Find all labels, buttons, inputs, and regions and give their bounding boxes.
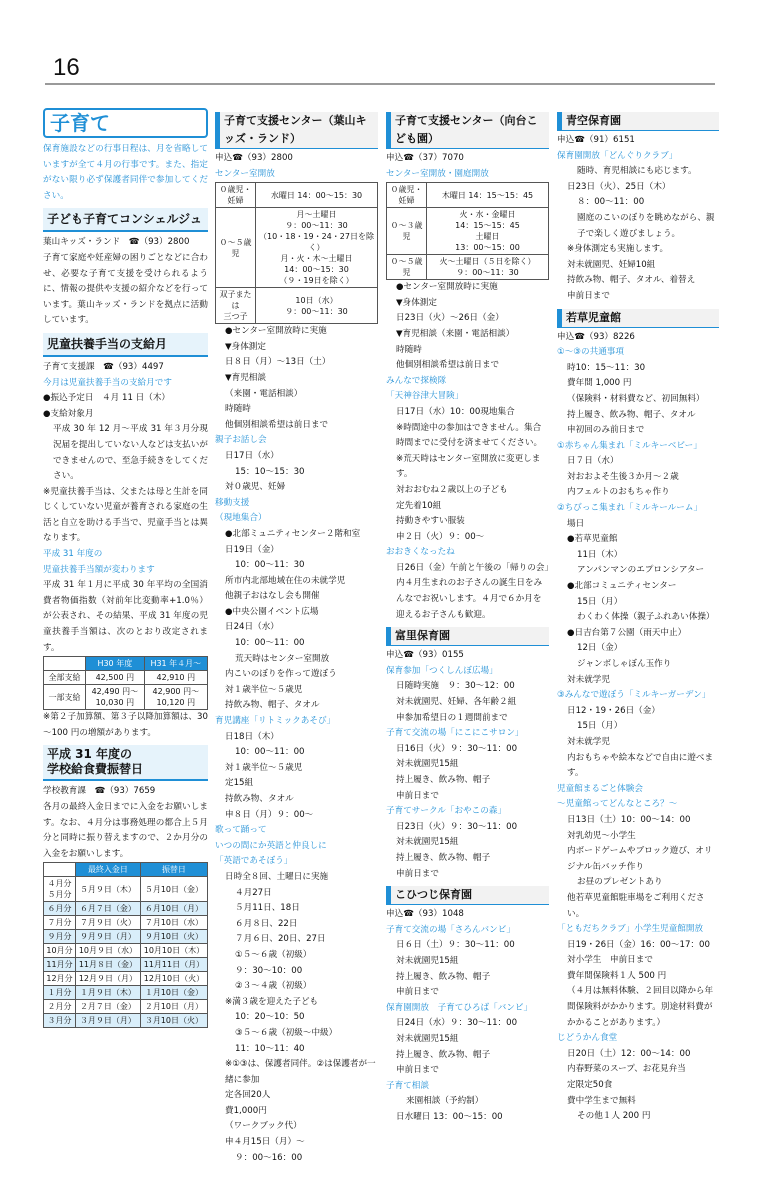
- text-line: みんなで探検隊: [386, 375, 447, 386]
- text-line: 対未就園児15組: [396, 759, 459, 770]
- text-line: 内４月生まれのお子さんの誕生日をみんなでお祝いします。４月で６か月を迎えるお子さんも歓迎。: [396, 578, 543, 620]
- allowance-line: 平成 30 年 12 月～平成 31 年３月分現況届を提出していない人などは支払いができませんので、至急手続きをしてください。: [53, 424, 208, 482]
- table-row: ２月分 ２月７日（金） ２月10日（月）: [44, 1000, 208, 1014]
- text-line: 日８日（月）～13日（土）: [225, 357, 331, 368]
- text-line: その他１人 200 円: [577, 1111, 651, 1122]
- text-line: ８：00～11：00: [577, 197, 645, 208]
- text-line: いつの間にか英語と仲良しに: [215, 840, 327, 851]
- text-line: 申８日（月）９：00～: [225, 809, 314, 820]
- table-row: 12月分 12月９日（月） 12月10日（火）: [44, 972, 208, 986]
- allowance-line: ●支給対象月: [43, 408, 94, 419]
- text-line: 対未就園児、妊婦、各年齢２組: [396, 697, 517, 708]
- text-line: 対おおよそ生後３か月～２歳: [567, 471, 679, 482]
- text-line: 対未就園児15組: [396, 955, 459, 966]
- text-line: ▼育児相談: [225, 372, 266, 383]
- table-row: 10月分 10月９日（水） 10月10日（木）: [44, 944, 208, 958]
- text-line: 内こいのぼりを作って遊ぼう: [225, 669, 337, 680]
- concierge-text: 子育て家庭や妊産婦の困りごとなどに合わせ、必要な子育て支援を受けられるように、情報の提供や支援の紹介などを行っています。葉山キッズ・ランドを拠点に活動しています。: [43, 252, 208, 326]
- table-row: 双子または 三つ子 10日（水） ９：00～11：30: [216, 288, 378, 324]
- text-line: 日24日（水）９：30～11：00: [396, 1018, 518, 1029]
- tomisato-title: 富里保育園: [386, 627, 549, 646]
- text-line: 日時全８回、土曜日に実施: [225, 871, 329, 882]
- text-line: 日26日（金）午前と午後の「帰りの会」: [396, 562, 554, 573]
- text-line: 対小学生 申前日まで: [567, 955, 653, 966]
- text-line: ①～③の共通事項: [557, 347, 624, 358]
- text-line: 荒天時はセンター室開放: [235, 653, 330, 664]
- center-lines: [386, 280, 554, 623]
- text-line: お昼のプレゼントあり: [577, 877, 663, 888]
- text-line: ▼身体測定: [396, 297, 437, 308]
- allowance-line: ●振込予定日 ４月 11 日（木）: [43, 393, 171, 404]
- aozora-lines: [557, 149, 719, 305]
- text-line: 来園相談（予約制）: [406, 1096, 484, 1107]
- lunch-table: [43, 862, 208, 1028]
- text-line: 10：00～11：00: [235, 638, 305, 649]
- text-line: ※満３歳を迎えた子ども: [225, 996, 319, 1007]
- table-row: ０歳児・妊婦 水曜日 14：00～15：30: [216, 183, 378, 208]
- text-line: 対未就園児、妊婦10組: [567, 259, 656, 270]
- text-line: 対１歳半位～５歳児: [225, 684, 303, 695]
- text-line: ジャンボしゃぼん玉作り: [577, 659, 672, 669]
- text-line: 対１歳半位～５歳児: [225, 762, 303, 773]
- text-line: 日20日（土）12：00～14：00: [567, 1048, 691, 1059]
- text-line: 内ボードゲームやブロック遊び、オリジナル缶バッチ作り: [567, 846, 713, 872]
- text-line: ●センター室開放時に実施: [396, 282, 498, 293]
- text-line: ４月27日: [235, 887, 272, 898]
- text-line: 日24日（水）: [225, 622, 279, 633]
- table-header: [44, 863, 76, 877]
- text-line: 申２日（火）９：00～: [396, 531, 485, 542]
- allowance-line: 今月は児童扶養手当の支給月です: [43, 377, 172, 388]
- text-line: 日23日（火）、25日（木）: [567, 181, 671, 192]
- table-row: ０～５歳児 火～土曜日（５日を除く） ９：00～11：30: [387, 255, 549, 280]
- text-line: 定先着10組: [396, 500, 442, 511]
- text-line: ③５～６歳（初級～中級）: [235, 1027, 338, 1038]
- text-line: ※①③は、保護者同伴。②は保護者が一緒に参加: [225, 1059, 376, 1085]
- open-table: [215, 182, 378, 324]
- text-line: 日16日（火）９：30～11：00: [396, 743, 518, 754]
- text-line: 対おおむね２歳以上の子ども: [396, 484, 508, 495]
- text-line: 時随時: [225, 404, 251, 415]
- table-header: H30 年度: [86, 657, 145, 671]
- center-open: センター室開放: [215, 168, 275, 179]
- text-line: 持上履き、飲み物、帽子: [396, 775, 491, 785]
- allowance-line: ※児童扶養手当は、父または母と生計を同じくしていない児童が養育される家庭の生活と自立を助ける手当で、児童手当とは異なります。: [43, 486, 208, 544]
- text-line: ９：00～16：00: [235, 1152, 303, 1163]
- text-line: 費年間 1,000 円: [567, 378, 632, 389]
- text-line: ６月８日、22日: [235, 918, 298, 929]
- text-line: 内フェルトのおもちゃ作り: [567, 487, 670, 498]
- text-line: 内春野菜のスープ、お花見弁当: [567, 1064, 686, 1075]
- text-line: 申初回のみ前日まで: [567, 425, 645, 436]
- text-line: 日19日（金）: [225, 544, 279, 555]
- table-row: 11月分 11月８日（金） 11月11日（月）: [44, 958, 208, 972]
- table-row: ７月分 ７月９日（火） ７月10日（水）: [44, 916, 208, 930]
- intro-text: 保育施設などの行事日程は、月を省略していますが全て４月の行事です。また、指定がない限り必ず保護者同伴で参加してください。: [43, 144, 208, 201]
- text-line: 児童館まるごと体験会: [557, 783, 643, 794]
- text-line: （現地集合）: [215, 513, 267, 524]
- allowance-line: 平成 31 年度の: [43, 549, 103, 560]
- allowance-note: ※第２子加算額、第３子以降加算額は、30～100 円の増額があります。: [43, 712, 208, 738]
- aozora-title: 青空保育園: [557, 112, 719, 131]
- text-line: 対未就園児15組: [396, 1033, 459, 1044]
- table-row: ９月分 ９月９日（月） ９月10日（火）: [44, 930, 208, 944]
- text-line: 持動きやすい服装: [396, 516, 465, 527]
- text-line: 日17日（水）10：00現地集合: [396, 406, 515, 417]
- text-line: ～児童館ってどんなところ？～: [557, 799, 678, 810]
- text-line: 子育てサークル「おやこの森」: [386, 806, 507, 817]
- text-line: 日７日（水）: [567, 456, 619, 467]
- text-line: 10：00～11：00: [235, 747, 305, 758]
- text-line: 15：10～15：30: [235, 466, 305, 477]
- lunch-text: 各月の最終入金日までに入金をお願いします。なお、４月分は事務処理の都合上５月分と同時に振り替えますので、２か月分の入金をお願いします。: [43, 802, 208, 859]
- text-line: ５月11日、18日: [235, 903, 300, 914]
- text-line: 内おもちゃや絵本などで自由に遊べます。: [567, 752, 714, 779]
- text-line: 申前日まで: [396, 1065, 439, 1076]
- text-line: 持上履き、飲み物、帽子: [396, 971, 491, 982]
- table-row: ０歳児・妊婦 木曜日 14：15～15：45: [387, 183, 549, 208]
- table-header: 振替日: [140, 863, 207, 877]
- table-header: H31 年４月～: [144, 657, 207, 671]
- text-line: ９：30～10：00: [235, 965, 303, 976]
- text-line: 15日（月）: [577, 721, 623, 732]
- text-line: 保育園開放 子育てひろば「バンビ」: [386, 1002, 533, 1013]
- text-line: 場日: [567, 518, 585, 529]
- kohitsuji-contact: 申込☎（93）1048: [386, 909, 464, 920]
- text-line: じどうかん食堂: [557, 1033, 618, 1044]
- wakakusa-lines: [557, 345, 719, 1125]
- text-line: 時10：15～11：30: [567, 362, 646, 373]
- text-line: 子育て交流の場「にこにこサロン」: [386, 728, 524, 739]
- wakakusa-title: 若草児童館: [557, 309, 719, 328]
- text-line: 日23日（火）９：30～11：00: [396, 821, 518, 832]
- text-line: ●日吉台第７公園（雨天中止）: [567, 627, 687, 638]
- concierge-title: 子ども子育てコンシェルジュ: [43, 208, 208, 232]
- text-line: ※時間途中の参加はできません。集合時間までに受付を済ませてください。: [396, 422, 543, 449]
- wakakusa-contact: 申込☎（93）8226: [557, 331, 635, 342]
- concierge-contact: 葉山キッズ・ランド ☎（93）2800: [43, 237, 190, 248]
- text-line: わくわく体操（親子ふれあい体操）: [577, 612, 715, 623]
- text-line: 日６日（土）９：30～11：00: [396, 940, 515, 951]
- center-contact: 申込☎（37）7070: [386, 153, 464, 163]
- allowance-contact: 子育て支援課 ☎（93）4497: [43, 361, 164, 372]
- text-line: ▼育児相談（来園・電話相談）: [396, 328, 515, 339]
- table-row: ０～３歳児 火・水・金曜日 14：15～15：45 土曜日 13：00～15：00: [387, 208, 549, 255]
- text-line: 「英語であそぼう」: [215, 856, 293, 867]
- text-line: ▼身体測定: [225, 341, 266, 352]
- allowance-line: 平成 31 年１月に平成 30 年平均の全国消費者物価指数（対前年比変動率+1.0％）が公表され、その結果、平成 31 年度の児童扶養手当額は、次のとおり改定されます。: [43, 580, 208, 653]
- table-row: ３月分 ３月９日（月） ３月10日（火）: [44, 1014, 208, 1028]
- text-line: ７月６日、20日、27日: [235, 934, 326, 945]
- text-line: ●北部ミュニティセンター２階和室: [225, 528, 361, 539]
- text-line: ●中央公園イベント広場: [225, 606, 319, 617]
- text-line: ※荒天時はセンター室開放に変更します。: [396, 453, 541, 480]
- table-row: ６月分 ６月７日（金） ６月10日（月）: [44, 902, 208, 916]
- open-table: [386, 182, 549, 280]
- text-line: ●センター室開放時に実施: [225, 326, 327, 337]
- text-line: 持上履き、飲み物、帽子: [396, 852, 491, 863]
- text-line: 他個別相談希望は前日まで: [396, 360, 500, 371]
- text-line: 持上履き、飲み物、帽子: [396, 1049, 491, 1060]
- allowance-title: 児童扶養手当の支給月: [43, 333, 208, 357]
- text-line: ●若草児童館: [567, 534, 618, 545]
- text-line: 保育参加「つくしんぼ広場」: [386, 665, 498, 676]
- text-line: （来園・電話相談）: [225, 388, 303, 399]
- text-line: 日水曜日 13：00～15：00: [396, 1111, 503, 1122]
- text-line: （４月は無料体験、２回目以降から年間保険料がかかります。別途材料費がかかることがあります。）: [567, 986, 714, 1028]
- text-line: 持飲み物、帽子、タオル、着替え: [567, 275, 696, 286]
- text-line: 親子お話し会: [215, 435, 267, 446]
- kohitsuji-title: こひつじ保育園: [386, 886, 549, 905]
- lunch-contact: 学校教育課 ☎（93）7659: [43, 786, 156, 797]
- text-line: 日17日（水）: [225, 450, 279, 461]
- text-line: 申前日まで: [396, 790, 439, 801]
- text-line: 日12・19・26日（金）: [567, 705, 660, 716]
- text-line: ●北部コミュニティセンター: [567, 581, 677, 592]
- text-line: 15日（月）: [577, 596, 623, 607]
- column-2: [215, 108, 378, 1166]
- text-line: 歌って踊って: [215, 825, 267, 836]
- text-line: 対０歳児、妊婦: [225, 482, 286, 493]
- table-row: ４月分 ５月分 ５月９日（木） ５月10日（金）: [44, 877, 208, 902]
- tomisato-contact: 申込☎（93）0155: [386, 650, 464, 661]
- text-line: 対乳幼児～小学生: [567, 830, 636, 841]
- lunch-title: 平成 31 年度の 学校給食費振替日: [43, 745, 208, 781]
- text-line: 子育て相談: [386, 1080, 429, 1091]
- text-line: 移動支援: [215, 497, 250, 508]
- text-line: 11日（木）: [577, 549, 623, 560]
- center-contact: 申込☎（93）2800: [215, 153, 293, 163]
- text-line: 「ともだちクラブ」小学生児童館開放: [557, 924, 704, 935]
- allowance-table: H30 年度 H31 年４月～ 全部支給 42,500 円 42,910 円 一部支給 42,490 円～ 10,030 円 42,900 円～ 10,120 円: [43, 656, 208, 710]
- table-row: １月分 １月９日（木） １月10日（金）: [44, 986, 208, 1000]
- text-line: （ワークブック代）: [225, 1121, 302, 1132]
- text-line: 対未就学児: [567, 674, 610, 685]
- text-line: 申前日まで: [567, 290, 610, 301]
- text-line: 他親子おはなし会も開催: [225, 591, 320, 602]
- center-title: 子育て支援センター（葉山キッズ・ランド）: [215, 112, 378, 149]
- table-row: ０～５歳児 月～土曜日 ９：00～11：30 （10・18・19・24・27日を除く） 月・火・木～土曜日 14：00～15：30 （９・19日を除く）: [216, 208, 378, 288]
- text-line: 申参加希望日の１週間前まで: [396, 712, 508, 723]
- text-line: 申４月15日（月）～: [225, 1137, 305, 1148]
- column-4: [557, 108, 719, 1125]
- allowance-line: 児童扶養手当額が変わります: [43, 564, 155, 575]
- kohitsuji-lines: [386, 923, 549, 1126]
- text-line: 12日（金）: [577, 643, 623, 654]
- text-line: 持飲み物、タオル: [225, 794, 294, 804]
- text-line: ②３～４歳（初級）: [235, 981, 312, 992]
- text-line: 費年間保険料１人 500 円: [567, 970, 667, 981]
- text-line: 日23日（火）～26日（金）: [396, 313, 504, 324]
- center-open: センター室開放・園庭開放: [386, 168, 489, 179]
- text-line: 日19・26日（金）16：00～17：00: [567, 939, 710, 950]
- text-line: 11：10～11：40: [235, 1043, 305, 1054]
- text-line: ③みんなで遊ぼう「ミルキーガーデン」: [557, 690, 711, 701]
- text-line: アンパンマンのエプロンシアター: [577, 565, 705, 576]
- text-line: 対未就学児: [567, 736, 610, 747]
- text-line: ①赤ちゃん集まれ「ミルキーベビー」: [557, 440, 702, 451]
- text-line: 申前日まで: [396, 987, 439, 998]
- text-line: 日13日（土）10：00～14：00: [567, 814, 691, 825]
- text-line: ※身体測定も実施します。: [567, 244, 669, 255]
- text-line: 随時、育児相談にも応じます。: [577, 166, 697, 177]
- text-line: 園庭のこいのぼりを眺めながら、親子で楽しく遊びましょう。: [577, 212, 715, 239]
- text-line: 定各回20人: [225, 1090, 271, 1101]
- text-line: 保育園開放「どんぐりクラブ」: [557, 150, 678, 161]
- header-rule: [45, 83, 715, 85]
- page-number: 16: [53, 54, 80, 81]
- text-line: ①５～６歳（初級）: [235, 949, 312, 960]
- text-line: ②ちびっこ集まれ「ミルキールーム」: [557, 503, 703, 514]
- column-1: [43, 108, 208, 1028]
- text-line: 他若草児童館駐車場をご利用ください。: [567, 892, 705, 919]
- text-line: 対未就園児15組: [396, 837, 459, 848]
- text-line: 費1,000円: [225, 1105, 267, 1116]
- text-line: 子育て交流の場「さろんバンビ」: [386, 924, 515, 935]
- table-header: 最終入金日: [76, 863, 141, 877]
- text-line: 所市内北部地域在住の未就学児: [225, 575, 346, 586]
- text-line: 他個別相談希望は前日まで: [225, 419, 329, 430]
- section-title: 子育て: [43, 108, 208, 138]
- column-3: [386, 108, 554, 1125]
- text-line: 日18日（木）: [225, 731, 279, 742]
- text-line: 定限定50食: [567, 1080, 613, 1091]
- text-line: 申前日まで: [396, 868, 439, 879]
- tomisato-lines: [386, 664, 549, 882]
- text-line: 10：00～11：30: [235, 560, 305, 571]
- text-line: 「天神谷津大冒険」: [386, 391, 464, 402]
- text-line: 定15組: [225, 778, 254, 789]
- text-line: 持飲み物、帽子、タオル: [225, 700, 320, 711]
- text-line: 費中学生まで無料: [567, 1095, 636, 1106]
- text-line: 日随時実施 ９：30～12：00: [396, 681, 515, 692]
- text-line: 10：20～10：50: [235, 1012, 305, 1023]
- center-lines: [215, 324, 378, 1166]
- text-line: おおきくなったね: [386, 547, 455, 558]
- aozora-contact: 申込☎（91）6151: [557, 135, 635, 145]
- text-line: 持上履き、飲み物、帽子、タオル: [567, 409, 696, 420]
- text-line: 時随時: [396, 344, 422, 355]
- center-title: 子育て支援センター（向台こども園）: [386, 112, 549, 149]
- text-line: 育児講座「リトミックあそび」: [215, 716, 336, 727]
- text-line: （保険料・材料費など、初回無料）: [567, 393, 705, 404]
